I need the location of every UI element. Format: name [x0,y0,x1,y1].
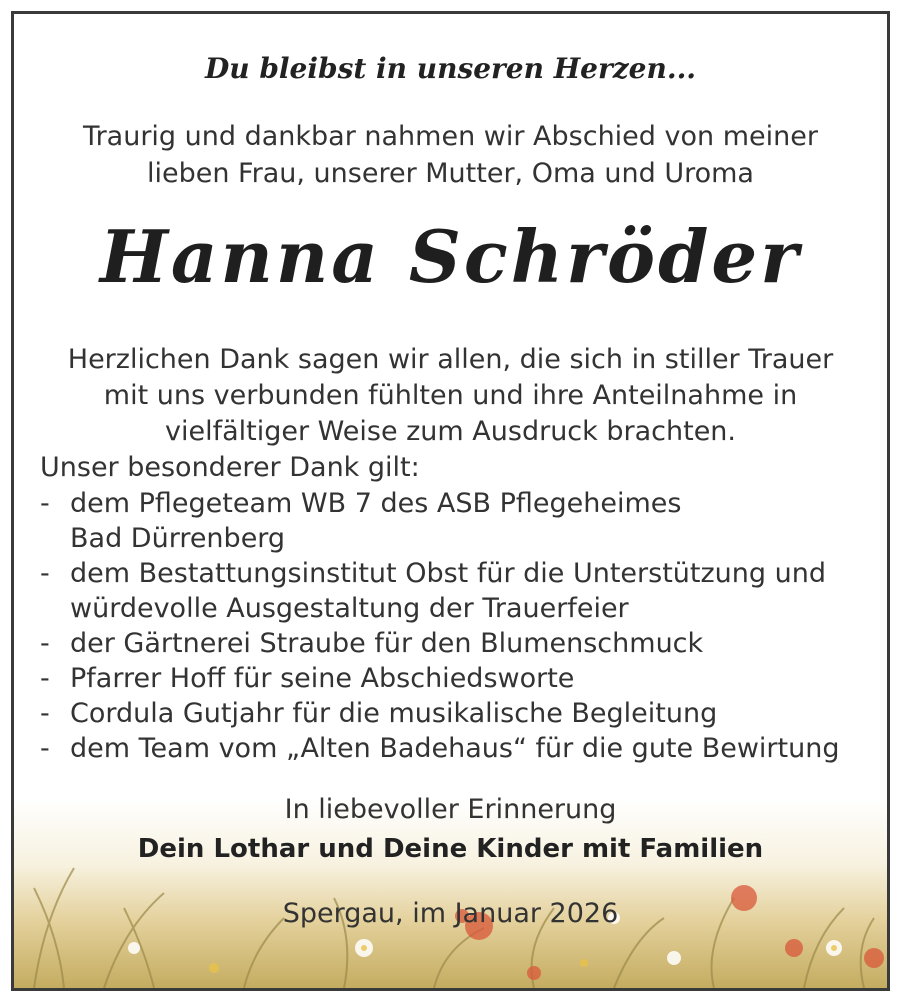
list-dash: - [40,663,50,694]
list-item [40,696,880,731]
thanks-line: mit uns verbunden fühlten und ihre Anteilnahme in [103,380,798,411]
signers-line: Dein Lothar und Deine Kinder mit Familien [137,834,764,864]
notice-heading: Du bleibst in unseren Herzen... [204,52,697,85]
list-dash: - [40,698,50,729]
list-item-line: Bad Dürrenberg [70,523,286,554]
list-item-line: dem Pflegeteam WB 7 des ASB Pflegeheimes [70,488,682,519]
list-item [40,486,880,556]
thanks-list [40,486,880,766]
list-dash: - [40,488,50,519]
list-item-line: der Gärtnerei Straube für den Blumenschmuck [70,628,704,659]
meadow-background-image [14,798,887,988]
thanks-line: Herzlichen Dank sagen wir allen, die sich in stiller Trauer [67,344,834,375]
notice-frame [11,11,890,991]
memory-line: In liebevoller Erinnerung [284,794,617,825]
place-date: Spergau, im Januar 2026 [282,898,619,929]
list-item-line: Cordula Gutjahr für die musikalische Begleitung [70,698,718,729]
list-item [40,661,880,696]
intro-line: lieben Frau, unserer Mutter, Oma und Uroma [147,158,754,189]
intro-text [14,118,887,192]
list-item-line: würdevolle Ausgestaltung der Trauerfeier [70,593,629,624]
list-dash: - [40,558,50,589]
list-item-line: Pfarrer Hoff für seine Abschiedsworte [70,663,575,694]
thanks-line: vielfältiger Weise zum Ausdruck brachten. [164,416,737,447]
list-item [40,556,880,626]
special-thanks-heading: Unser besonderer Dank gilt: [40,452,420,483]
thanks-text [14,342,887,450]
list-item [40,731,880,766]
list-item [40,626,880,661]
deceased-name: Hanna Schröder [99,214,802,299]
list-dash: - [40,733,50,764]
list-item-line: dem Team vom „Alten Badehaus“ für die gute Bewirtung [70,733,840,764]
intro-line: Traurig und dankbar nahmen wir Abschied von meiner [83,121,818,152]
meadow-illustration [14,798,887,988]
list-dash: - [40,628,50,659]
list-item-line: dem Bestattungsinstitut Obst für die Unterstützung und [70,558,826,589]
